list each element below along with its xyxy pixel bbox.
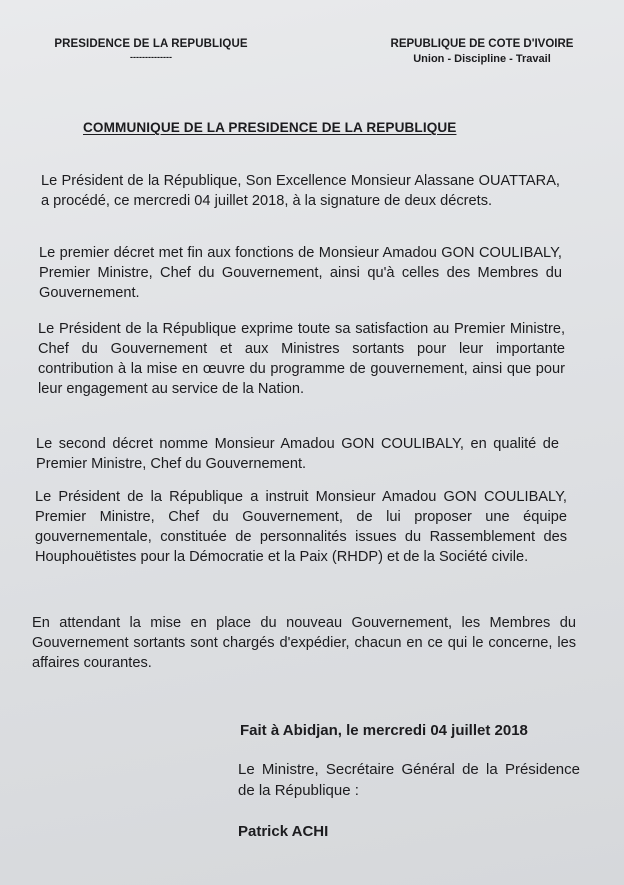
paragraph-current-affairs: En attendant la mise en place du nouveau Gouvernement, les Membres du Gouvernement sortants sont chargés d'expédier, chacun en ce qui le concerne, les affaires courantes.: [32, 615, 576, 671]
header-presidency: PRESIDENCE DE LA REPUBLIQUE: [54, 38, 248, 50]
signatory-role: Le Ministre, Secrétaire Général de la Présidence de la République :: [238, 761, 580, 799]
signatory-name: Patrick ACHI: [238, 823, 329, 840]
place-and-date: Fait à Abidjan, le mercredi 04 juillet 2018: [240, 722, 528, 739]
header-motto: Union - Discipline - Travail: [413, 53, 551, 65]
paragraph-first-decree: Le premier décret met fin aux fonctions de Monsieur Amadou GON COULIBALY, Premier Ministre, Chef du Gouvernement, ainsi qu'à celles des Membres du Gouvernement.: [39, 245, 562, 301]
communique-title: COMMUNIQUE DE LA PRESIDENCE DE LA REPUBLIQUE: [83, 120, 457, 135]
paragraph-second-decree: Le second décret nomme Monsieur Amadou GON COULIBALY, en qualité de Premier Ministre, Chef du Gouvernement.: [36, 436, 559, 472]
paragraph-satisfaction: Le Président de la République exprime toute sa satisfaction au Premier Ministre, Chef du Gouvernement et aux Ministres sortants pour leur importante contribution à la mise en œuvre du programme de gouvernement, ainsi que pour leur engagement au service de la Nation.: [38, 321, 565, 397]
header-left: [44, 38, 258, 62]
header-right: [372, 38, 592, 65]
paragraph-signature-decrees: Le Président de la République, Son Excellence Monsieur Alassane OUATTARA, a procédé, ce mercredi 04 juillet 2018, à la signature de deux décrets.: [41, 173, 560, 209]
header-republic: REPUBLIQUE DE COTE D'IVOIRE: [390, 38, 574, 50]
header-separator: --------------: [130, 52, 172, 62]
paragraph-new-government: Le Président de la République a instruit Monsieur Amadou GON COULIBALY, Premier Ministre, Chef du Gouvernement, de lui proposer une équipe gouvernementale, constituée de personnalités issues du Rassemblement des Houphouëtistes pour la Démocratie et la Paix (RHDP) et de la Société civile.: [35, 489, 567, 565]
